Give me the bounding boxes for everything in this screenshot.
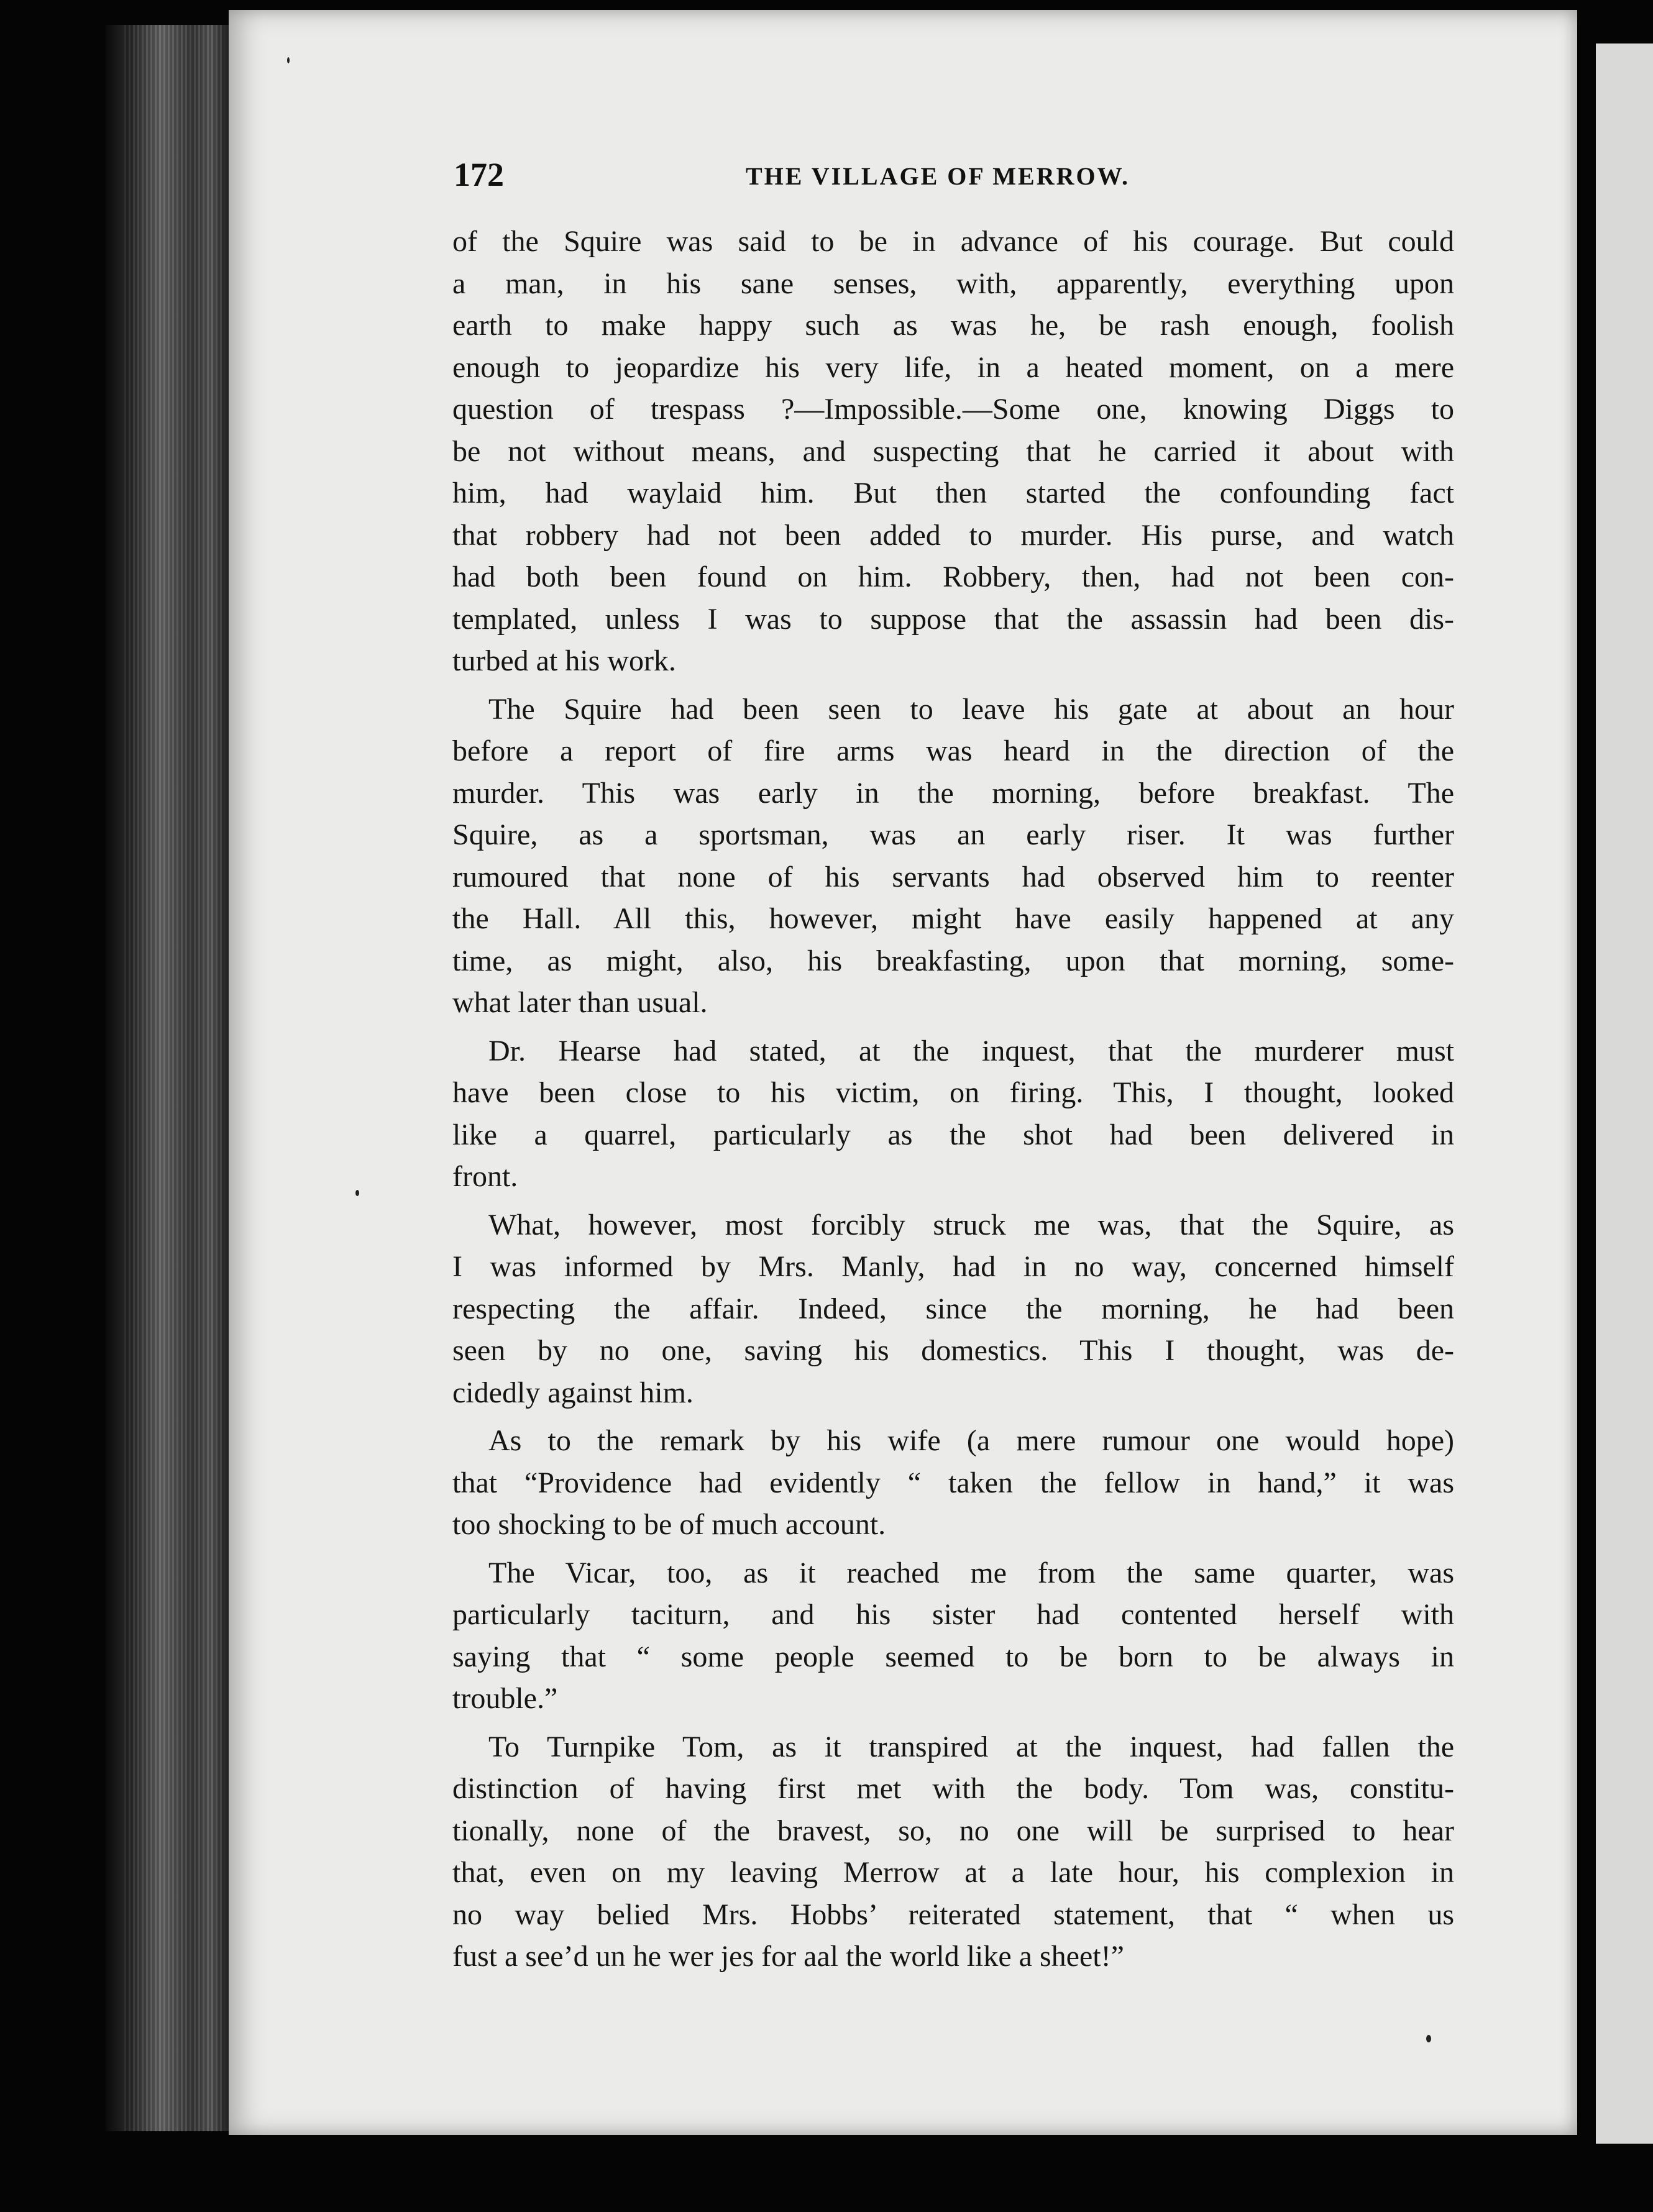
body-text xyxy=(452,221,1454,1984)
paragraph-2 xyxy=(452,688,1454,1024)
text-line: fust a see’d un he wer jes for aal the world like a sheet!” xyxy=(452,1940,1124,1973)
running-title: THE VILLAGE OF MERROW. xyxy=(746,162,1130,190)
paragraph-7 xyxy=(452,1726,1454,1978)
text-line: The Vicar, too, as it reached me from the same quarter, was xyxy=(488,1556,1454,1589)
text-line: him, had waylaid him. But then started the confounding fact xyxy=(452,477,1454,510)
text-line: had both been found on him. Robbery, then, had not been con- xyxy=(452,560,1454,593)
text-line: respecting the affair. Indeed, since the morning, he had been xyxy=(452,1292,1454,1325)
ink-speck xyxy=(355,1190,359,1196)
text-line: front. xyxy=(452,1160,518,1193)
text-line: distinction of having first met with the body. Tom was, constitu- xyxy=(452,1772,1454,1805)
paragraph-3 xyxy=(452,1030,1454,1198)
text-line: Squire, as a sportsman, was an early riser. It was further xyxy=(452,818,1454,851)
text-line: As to the remark by his wife (a mere rumour one would hope) xyxy=(488,1424,1454,1457)
text-line: like a quarrel, particularly as the shot had been delivered in xyxy=(452,1118,1454,1151)
text-line: the Hall. All this, however, might have easily happened at any xyxy=(452,902,1454,935)
text-line: rumoured that none of his servants had observed him to reenter xyxy=(452,860,1454,893)
page-number: 172 xyxy=(454,156,504,193)
text-line: too shocking to be of much account. xyxy=(452,1508,886,1541)
text-line: time, as might, also, his breakfasting, upon that morning, some- xyxy=(452,944,1454,977)
ink-speck xyxy=(1426,2035,1431,2042)
text-line: The Squire had been seen to leave his gate at about an hour xyxy=(488,692,1454,726)
paragraph-4 xyxy=(452,1204,1454,1414)
text-line: particularly taciturn, and his sister had contented herself with xyxy=(452,1598,1454,1631)
text-line: earth to make happy such as was he, be rash enough, foolish xyxy=(452,309,1454,342)
page-stack-streaks xyxy=(124,25,224,2131)
text-line: Dr. Hearse had stated, at the inquest, that the murderer must xyxy=(488,1034,1454,1067)
text-line: before a report of fire arms was heard in the direction of the xyxy=(452,734,1454,767)
text-line: no way belied Mrs. Hobbs’ reiterated statement, that “ when us xyxy=(452,1898,1454,1931)
text-line: cidedly against him. xyxy=(452,1376,694,1409)
text-line: What, however, most forcibly struck me was, that the Squire, as xyxy=(488,1208,1454,1241)
text-line: tionally, none of the bravest, so, no one will be surprised to hear xyxy=(452,1814,1454,1847)
text-line: enough to jeopardize his very life, in a heated moment, on a mere xyxy=(452,350,1454,384)
text-line: of the Squire was said to be in advance of his courage. But could xyxy=(452,225,1454,258)
paragraph-1 xyxy=(452,221,1454,682)
paragraph-6 xyxy=(452,1552,1454,1720)
running-head xyxy=(454,155,1448,199)
text-line: trouble.” xyxy=(452,1682,558,1715)
page-gutter xyxy=(1577,0,1596,2212)
text-line: that “Providence had evidently “ taken the fellow in hand,” it was xyxy=(452,1466,1454,1499)
text-line: that robbery had not been added to murder. His purse, and watch xyxy=(452,518,1454,552)
text-line: turbed at his work. xyxy=(452,644,676,677)
paragraph-5 xyxy=(452,1420,1454,1546)
text-line: be not without means, and suspecting that he carried it about with xyxy=(452,434,1454,468)
text-line: a man, in his sane senses, with, apparently, everything upon xyxy=(452,267,1454,300)
text-line: seen by no one, saving his domestics. This I thought, was de- xyxy=(452,1334,1454,1367)
text-line: that, even on my leaving Merrow at a late hour, his complexion in xyxy=(452,1856,1454,1889)
adjacent-page-edge xyxy=(1596,43,1653,2144)
text-line: I was informed by Mrs. Manly, had in no way, concerned himself xyxy=(452,1250,1454,1283)
text-line: saying that “ some people seemed to be born to be always in xyxy=(452,1640,1454,1673)
ink-speck xyxy=(287,57,290,63)
text-line: To Turnpike Tom, as it transpired at the inquest, had fallen the xyxy=(488,1730,1454,1763)
text-line: templated, unless I was to suppose that the assassin had been dis- xyxy=(452,602,1454,636)
text-line: murder. This was early in the morning, before breakfast. The xyxy=(452,776,1454,810)
text-line: what later than usual. xyxy=(452,986,708,1019)
text-line: question of trespass ?—Impossible.—Some one, knowing Diggs to xyxy=(452,393,1454,426)
text-line: have been close to his victim, on firing. This, I thought, looked xyxy=(452,1076,1454,1109)
